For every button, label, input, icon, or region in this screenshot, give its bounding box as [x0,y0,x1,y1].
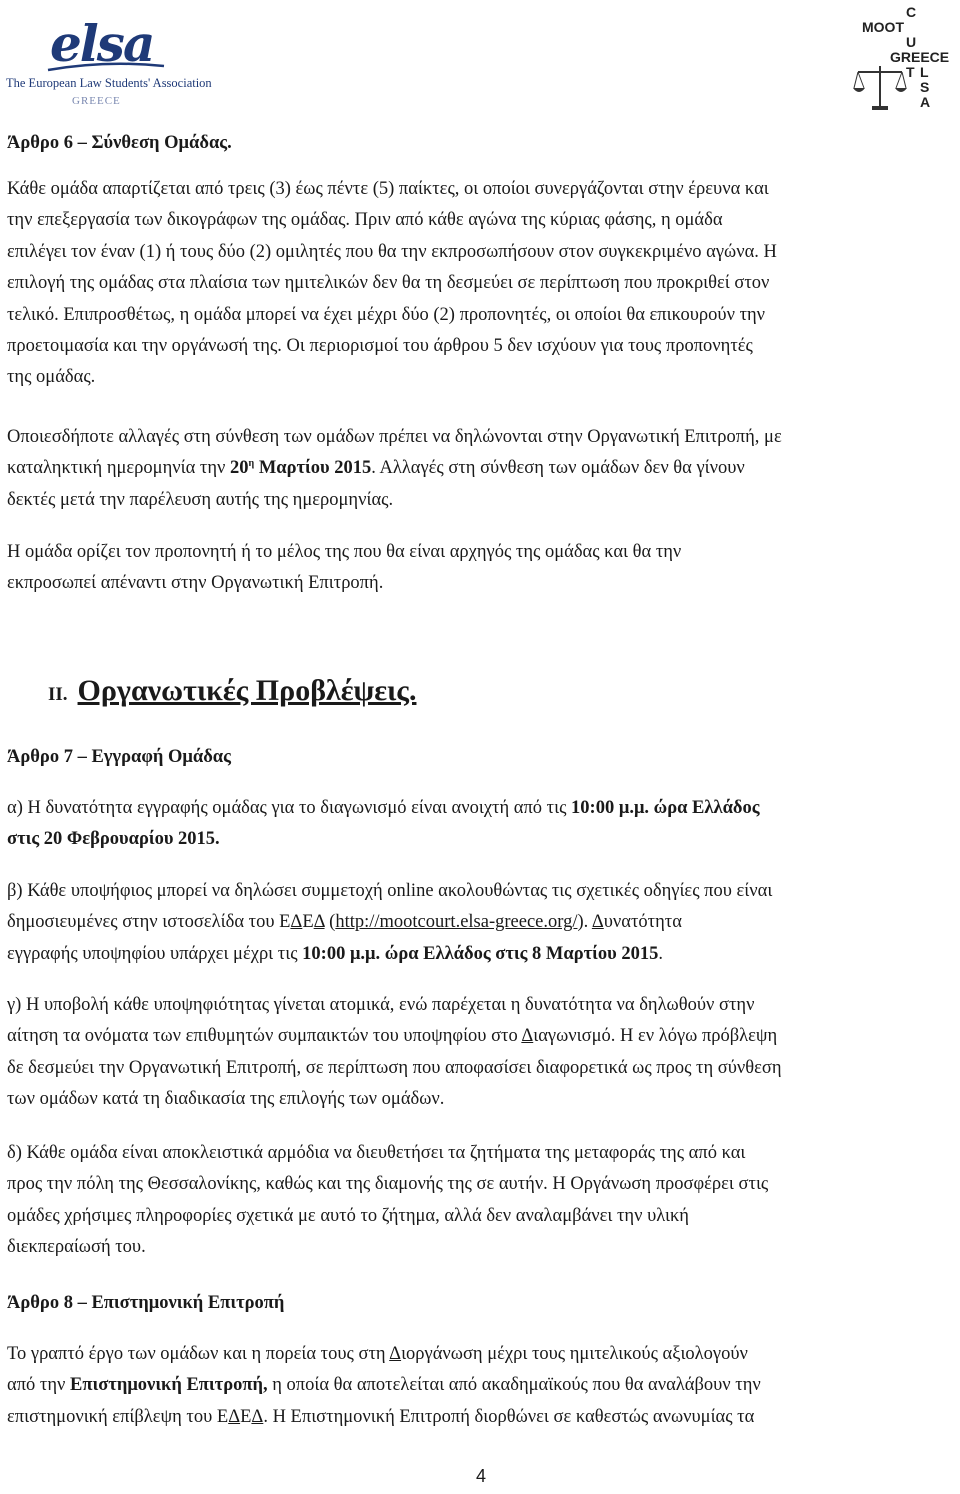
text-line [7,1339,957,1370]
text: ιαγωνισμό. Η εν λόγω πρόβλεψη [533,1026,778,1047]
text: Δ [251,1406,264,1427]
text: ιοργάνωση μέχρι τους ημιτελικούς αξιολογούν [401,1344,748,1364]
text-line: διεκπεραίωσή του. [7,1237,146,1258]
text-line: Η ομάδα ορίζει τον προπονητή ή το μέλος της που θα είναι αρχηγός της ομάδας και θα την [7,542,682,562]
text: Δ [521,1026,534,1047]
text: Το γραπτό έργο των ομάδων και η πορεία τους στη [7,1344,390,1364]
text: Ε [302,912,314,933]
text-line: των ομάδων κατά τη διαδικασία της επιλογής των ομάδων. [7,1089,445,1110]
article-6-paragraph-2 [7,422,957,516]
text-line: Οποιεσδήποτε αλλαγές στη σύνθεση των ομάδων πρέπει να δηλώνονται στην Οργανωτική Επιτροπή, με [7,427,782,447]
text: δημοσιευμένες στην ιστοσελίδα του Ε [7,912,291,933]
article-7-item-a [7,793,957,856]
text-line: προς την πόλη της Θεσσαλονίκης, καθώς και της διαμονής της σε αυτήν. Η Οργάνωση προσφέρει στις [7,1174,769,1195]
section-number: II. [48,684,68,705]
ordinal-suffix: η [248,458,255,470]
moot-letter: GREECE [890,49,950,65]
section-heading [48,674,416,708]
moot-letter: T [906,64,915,80]
text-line: δ) Κάθε ομάδα είναι αποκλειστικά αρμόδια να διευθετήσει τα ζητήματα της μεταφοράς της από και [7,1143,746,1163]
article-7-heading: Άρθρο 7 – Εγγραφή Ομάδας [7,747,231,767]
page-number: 4 [476,1466,487,1486]
moot-letter: U [906,34,917,50]
article-7-item-b [7,876,957,970]
text-line: της ομάδας. [7,367,96,388]
text: Ε [240,1406,252,1427]
deadline-month: Μαρτίου 2015 [254,458,372,479]
text: ( [324,912,336,933]
text-line: τελικό. Επιπροσθέτως, η ομάδα μπορεί να έχει μέχρι δύο (2) προπονητές, οι οποίοι θα επικουρούν την [7,304,766,325]
website-link[interactable]: http://mootcourt.elsa-greece.org/ [335,912,578,933]
text-line: προετοιμασία και την οργάνωσή της. Οι περιορισμοί του άρθρου 5 δεν ισχύουν για τους προπονητές [7,336,753,357]
text-line: εκπροσωπεί απέναντι στην Οργανωτική Επιτροπή. [7,573,384,594]
text: ). [577,912,592,933]
text-line: ομάδες χρήσιμες πληροφορίες σχετικά με αυτό το ζήτημα, αλλά δεν αναλαμβάνει την υλική [7,1205,689,1226]
elsa-logo [6,14,212,110]
text-line [7,939,957,970]
text-line [7,1402,957,1433]
text-line [7,1021,957,1052]
article-6-paragraph-1 [7,174,957,394]
text: εγγραφής υποψηφίου υπάρχει μέχρι τις [7,943,303,964]
text-line: επιλέγει τον έναν (1) ή τους δύο (2) ομιλητές που θα την εκπροσωπήσουν στον συγκεκριμένο αγώνα. Η [7,241,777,262]
deadline-day: 20 [230,458,249,479]
text: . [658,943,663,964]
article-7-item-c [7,990,957,1116]
elsa-logo-wordmark: elsa [50,14,154,73]
text-line: δε δεσμεύει την Οργανωτική Επιτροπή, σε περίπτωση που αποφασίσει διαφορετικά ως προς τη σύνθεση [7,1057,782,1078]
text: . Αλλαγές στη σύνθεση των ομάδων δεν θα γίνουν [371,458,745,479]
moot-letter: S [920,79,930,95]
scientific-committee: Επιστημονική Επιτροπή, [70,1375,268,1396]
text: από την [7,1375,71,1396]
text: επιστημονική επίβλεψη του Ε [7,1406,229,1427]
article-8-heading: Άρθρο 8 – Επιστημονική Επιτροπή [7,1293,285,1313]
text: Δ [389,1344,402,1364]
text: Δ [228,1406,241,1427]
scales-of-justice-icon [852,62,908,112]
elsa-logo-subtitle: The European Law Students' Association [6,76,212,90]
text: η οποία θα αποτελείται από ακαδημαϊκούς που θα αναλάβουν την [267,1375,761,1396]
text: α) Η δυνατότητα εγγραφής ομάδας για το διαγωνισμό είναι ανοιχτή από τις [7,798,572,818]
article-7-item-d [7,1138,957,1264]
elsa-swoosh-icon [46,62,166,72]
moot-letter: C [906,4,917,20]
registration-open-date: στις 20 Φεβρουαρίου 2015. [7,829,220,850]
moot-letter: MOOT [862,19,904,35]
text-line: γ) Η υποβολή κάθε υποψηφιότητας γίνεται ατομικά, ενώ παρέχεται η δυνατότητα να δηλωθούν στην [7,995,755,1015]
section-title: Οργανωτικές Προβλέψεις. [77,674,417,707]
text-line [7,453,957,484]
article-6-heading: Άρθρο 6 – Σύνθεση Ομάδας. [7,133,232,153]
text-line [7,907,957,938]
text-line: την επεξεργασία των δικογράφων της ομάδας. Πριν από κάθε αγώνα της κύριας φάσης, η ομάδα [7,210,723,231]
elsa-logo-country: GREECE [72,95,121,107]
text: καταληκτική ημερομηνία την [7,458,231,479]
article-6-paragraph-3 [7,537,957,600]
text-line: επιλογή της ομάδας στα πλαίσια των ημιτελικών δεν θα τη δεσμεύει σε περίπτωση που προκριθεί στον [7,273,770,294]
text-line [7,1370,957,1401]
text-line [7,793,957,824]
text-line: β) Κάθε υποψήφιος μπορεί να δηλώσει συμμετοχή online ακολουθώντας τις σχετικές οδηγίες που είναι [7,881,773,901]
registration-open-time: 10:00 μ.μ. ώρα Ελλάδος [571,798,760,818]
text-line: δεκτές μετά την παρέλευση αυτής της ημερομηνίας. [7,489,394,510]
article-8-paragraph [7,1339,957,1433]
text: Δ [313,912,325,933]
text: αίτηση τα ονόματα των επιθυμητών συμπαικτών του υποψηφίου στο [7,1026,522,1047]
text: . Η Επιστημονική Επιτροπή διορθώνει σε καθεστώς ανωνυμίας τα [263,1406,755,1427]
text-line: Κάθε ομάδα απαρτίζεται από τρεις (3) έως πέντε (5) παίκτες, οι οποίοι συνεργάζονται στην έρευνα και [7,179,769,199]
moot-letter: A [920,94,931,110]
registration-deadline: 10:00 μ.μ. ώρα Ελλάδος στις 8 Μαρτίου 2015 [302,943,659,964]
moot-court-logo [840,4,950,110]
text: υνατότητα [603,912,682,933]
moot-letter: L [920,64,929,80]
text: Δ [591,912,604,933]
text: Δ [290,912,303,933]
